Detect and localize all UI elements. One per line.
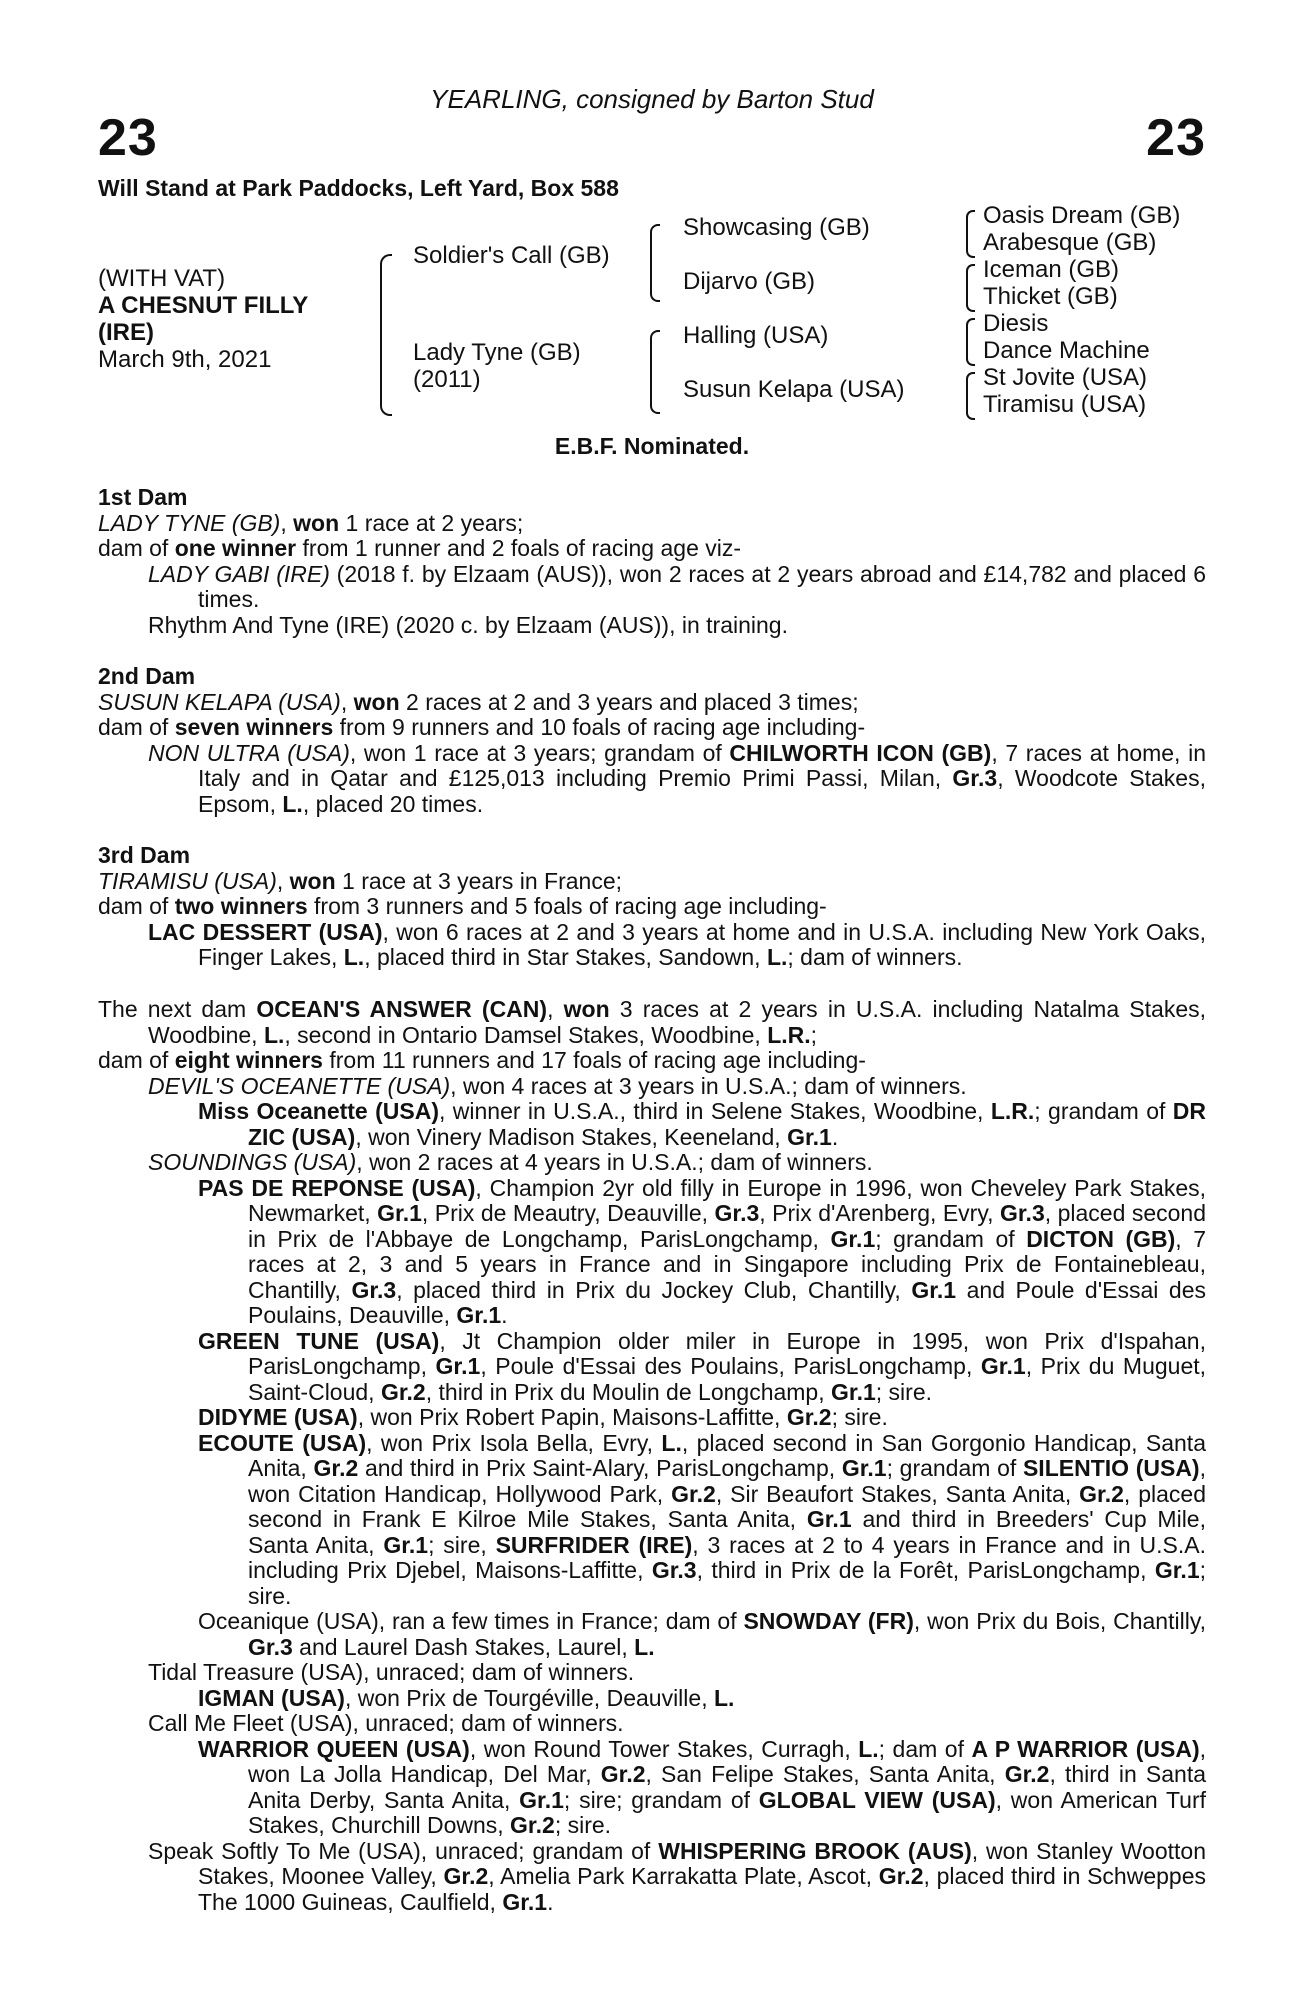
second-dam-line: SUSUN KELAPA (USA), won 2 races at 2 and 3 years and placed 3 times; [98,688,859,715]
ancestor-3: Iceman (GB) [983,256,1120,283]
brace-g1 [966,210,975,258]
produce-subentry: IGMAN (USA), won Prix de Tourgéville, Deauville, L. [198,1684,735,1711]
dam-sire: Halling (USA) [683,322,829,349]
second-dam-produce-summary: dam of seven winners from 9 runners and 10 foals of racing age including- [98,714,866,740]
produce-entry: Speak Softly To Me (USA), unraced; grandam of WHISPERING BROOK (AUS), won Stanley Wootton Stakes, Moonee Valley, Gr.2, Amelia Park Karrakatta Plate, Ascot, Gr.2, placed third in Schweppes The 1000 Guineas, Caulfield, Gr.1. [148,1837,1207,1915]
lot-number-right: 23 [1146,109,1206,167]
produce-subentry: DIDYME (USA), won Prix Robert Papin, Maisons-Laffitte, Gr.2; sire. [198,1404,888,1430]
next-dam-line: The next dam OCEAN'S ANSWER (CAN), won 3 races at 2 years in U.S.A. including Natalma Stakes, Woodbine, L., second in Ontario Damsel Stakes, Woodbine, L.R.; [98,996,1206,1048]
third-dam-line: TIRAMISU (USA), won 1 race at 3 years in France; [98,867,623,894]
sire-sire: Showcasing (GB) [683,214,870,241]
produce-entry: NON ULTRA (USA), won 1 race at 3 years; grandam of CHILWORTH ICON (GB), 7 races at home, in Italy and in Qatar and £125,013 including Premio Primi Passi, Milan, Gr.3, Woodcote Stakes, Epsom, L., placed 20 times. [148,739,1207,817]
produce-entry: LAC DESSERT (USA), won 6 races at 2 and 3 years at home and in U.S.A. including New York Oaks, Finger Lakes, L., placed third in Star Stakes, Sandown, L.; dam of winners. [148,918,1206,970]
produce-subentry: PAS DE REPONSE (USA), Champion 2yr old filly in Europe in 1996, won Cheveley Park Stakes, Newmarket, Gr.1, Prix de Meautry, Deauville, Gr.3, Prix d'Arenberg, Evry, Gr.3, placed second in Prix de l'Abbaye de Longchamp, ParisLongchamp, Gr.1; grandam of DICTON (GB), 7 races at 2, 3 and 5 years in France and in Singapore including Prix de Fontainebleau, Chantilly, Gr.3, placed third in Prix du Jockey Club, Chantilly, Gr.1 and Poule d'Essai des Poulains, Deauville, Gr.1. [198,1174,1206,1328]
first-dam-produce-summary: dam of one winner from 1 runner and 2 foals of racing age viz- [98,535,742,561]
third-dam-heading: 3rd Dam [98,842,191,868]
produce-entry: DEVIL'S OCEANETTE (USA), won 4 races at 3 years in U.S.A.; dam of winners. [148,1072,967,1099]
sire: Soldier's Call (GB) [413,242,610,269]
lot-number-left: 23 [98,109,158,167]
sire-brace [650,224,660,302]
ancestor-7: St Jovite (USA) [983,364,1148,391]
first-dam-heading: 1st Dam [98,484,188,510]
next-dam-section [98,997,1206,1915]
second-dam-section [98,664,1206,817]
brace-g3 [966,318,975,366]
catalogue-page [98,0,1206,2000]
horse-country: (IRE) [98,319,154,346]
horse-dob: March 9th, 2021 [98,346,272,373]
produce-entry: Rhythm And Tyne (IRE) (2020 c. by Elzaam (AUS)), in training. [148,611,788,638]
third-dam-section [98,843,1206,971]
produce-entry: LADY GABI (IRE) (2018 f. by Elzaam (AUS)), won 2 races at 2 years abroad and £14,782 and placed 6 times. [148,560,1206,612]
third-dam-produce-summary: dam of two winners from 3 runners and 5 foals of racing age including- [98,893,827,919]
horse-name: A CHESNUT FILLY [98,292,309,319]
dam: Lady Tyne (GB) [413,339,581,366]
dam-dam: Susun Kelapa (USA) [683,376,905,403]
dam-year: (2011) [413,366,481,393]
produce-subentry: Oceanique (USA), ran a few times in France; dam of SNOWDAY (FR), won Prix du Bois, Chantilly, Gr.3 and Laurel Dash Stakes, Laurel, L. [198,1608,1206,1660]
produce-entry: Call Me Fleet (USA), unraced; dam of winners. [148,1710,624,1736]
second-dam-heading: 2nd Dam [98,663,196,689]
stand-location: Will Stand at Park Paddocks, Left Yard, Box 588 [98,175,619,201]
sire-dam: Dijarvo (GB) [683,268,816,295]
ancestor-6: Dance Machine [983,337,1150,364]
ancestor-2: Arabesque (GB) [983,229,1157,256]
brace-g2 [966,264,975,312]
next-dam-produce-summary: dam of eight winners from 11 runners and 17 foals of racing age including- [98,1047,866,1073]
produce-subentry: GREEN TUNE (USA), Jt Champion older miler in Europe in 1995, won Prix d'Ispahan, ParisLongchamp, Gr.1, Poule d'Essai des Poulains, ParisLongchamp, Gr.1, Prix du Muguet, Saint-Cloud, Gr.2, third in Prix du Moulin de Longchamp, Gr.1; sire. [198,1327,1207,1405]
consignor-header: YEARLING, consigned by Barton Stud [430,84,874,114]
first-dam-line: LADY TYNE (GB), won 1 race at 2 years; [98,509,524,536]
produce-subentry: WARRIOR QUEEN (USA), won Round Tower Stakes, Curragh, L.; dam of A P WARRIOR (USA), won La Jolla Handicap, Del Mar, Gr.2, San Felipe Stakes, Santa Anita, Gr.2, third in Santa Anita Derby, Santa Anita, Gr.1; sire; grandam of GLOBAL VIEW (USA), won American Turf Stakes, Churchill Downs, Gr.2; sire. [198,1735,1207,1838]
ancestor-1: Oasis Dream (GB) [983,202,1181,229]
vat-note: (WITH VAT) [98,265,226,292]
produce-entry: SOUNDINGS (USA), won 2 races at 4 years in U.S.A.; dam of winners. [148,1149,873,1175]
ancestor-5: Diesis [983,310,1049,337]
ancestor-8: Tiramisu (USA) [983,391,1147,418]
produce-subentry: Miss Oceanette (USA), winner in U.S.A., third in Selene Stakes, Woodbine, L.R.; grandam of DR ZIC (USA), won Vinery Madison Stakes, Keeneland, Gr.1. [198,1098,1207,1150]
produce-subentry: ECOUTE (USA), won Prix Isola Bella, Evry, L., placed second in San Gorgonio Handicap, Santa Anita, Gr.2 and third in Prix Saint-Alary, ParisLongchamp, Gr.1; grandam of SILENTIO (USA), won Citation Handicap, Hollywood Park, Gr.2, Sir Beaufort Stakes, Santa Anita, Gr.2, placed second in Frank E Kilroe Mile Stakes, Santa Anita, Gr.1 and third in Breeders' Cup Mile, Santa Anita, Gr.1; sire, SURFRIDER (IRE), 3 races at 2 to 4 years in France and in U.S.A. including Prix Djebel, Maisons-Laffitte, Gr.3, third in Prix de la Forêt, ParisLongchamp, Gr.1; sire. [198,1429,1207,1609]
dam-brace [650,330,660,414]
pedigree-brace-main [380,254,392,416]
first-dam-section [98,485,1206,638]
ancestor-4: Thicket (GB) [983,283,1118,310]
produce-entry: Tidal Treasure (USA), unraced; dam of winners. [148,1659,635,1685]
ebf-nominated: E.B.F. Nominated. [554,433,750,459]
brace-g4 [966,372,975,420]
pedigree-table [98,202,1206,430]
